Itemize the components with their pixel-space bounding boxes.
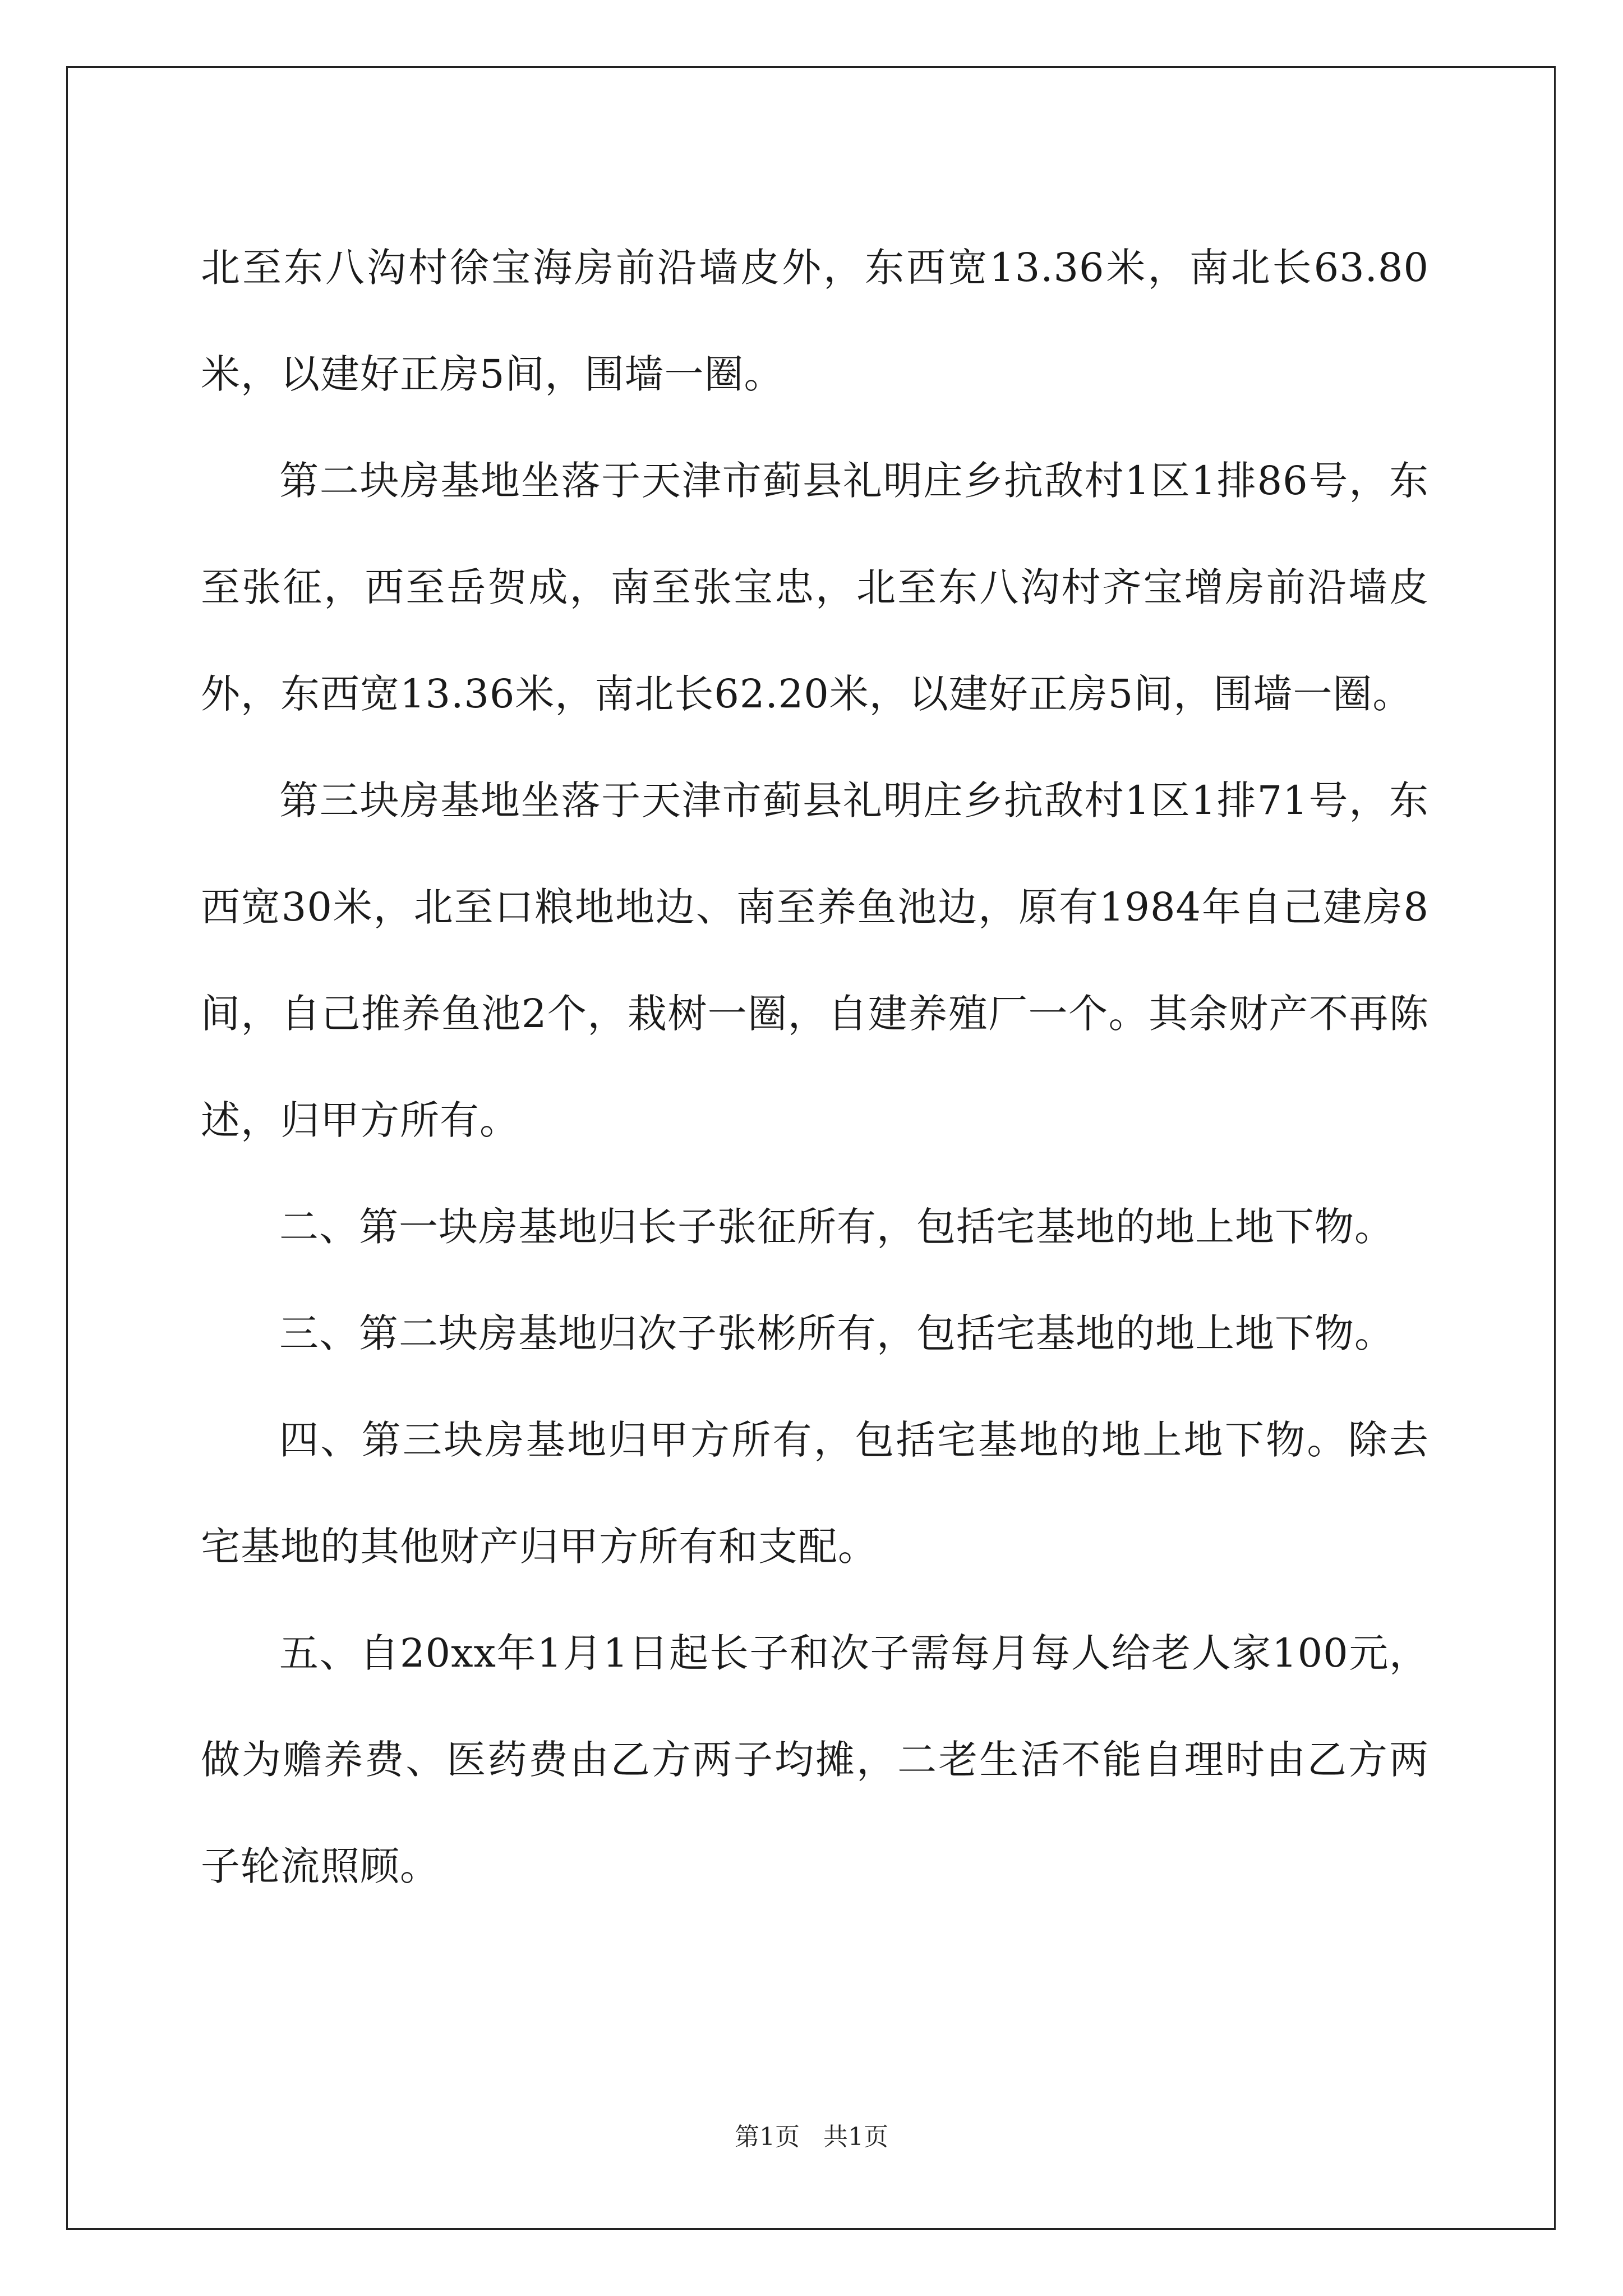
paragraph-2: 第二块房基地坐落于天津市蓟县礼明庄乡抗敌村1区1排86号，东至张征，西至岳贺成，南至张宝忠，北至东八沟村齐宝增房前沿墙皮外，东西宽13.36米，南北长62.20米，以建好正房5间，围墙一圈。 bbox=[201, 458, 1429, 717]
paragraph-6: 四、第三块房基地归甲方所有，包括宅基地的地上地下物。除去宅基地的其他财产归甲方所有和支配。 bbox=[201, 1417, 1429, 1570]
document-body bbox=[201, 214, 1429, 1920]
paragraph-1: 北至东八沟村徐宝海房前沿墙皮外，东西宽13.36米，南北长63.80米，以建好正房5间，围墙一圈。 bbox=[201, 245, 1429, 397]
paragraph-7: 五、自20xx年1月1日起长子和次子需每月每人给老人家100元，做为赡养费、医药费由乙方两子均摊，二老生活不能自理时由乙方两子轮流照顾。 bbox=[201, 1630, 1429, 1889]
paragraph-3: 第三块房基地坐落于天津市蓟县礼明庄乡抗敌村1区1排71号，东西宽30米，北至口粮地地边、南至养鱼池边，原有1984年自己建房8间，自己推养鱼池2个，栽树一圈，自建养殖厂一个。其余财产不再陈述，归甲方所有。 bbox=[201, 777, 1429, 1143]
paragraph-5: 三、第二块房基地归次子张彬所有，包括宅基地的地上地下物。 bbox=[279, 1310, 1394, 1356]
paragraph-4: 二、第一块房基地归长子张征所有，包括宅基地的地上地下物。 bbox=[279, 1204, 1394, 1250]
page-number-total: 共1页 bbox=[823, 2123, 888, 2151]
page-footer bbox=[0, 2120, 1623, 2154]
page-number-current: 第1页 bbox=[735, 2123, 800, 2151]
